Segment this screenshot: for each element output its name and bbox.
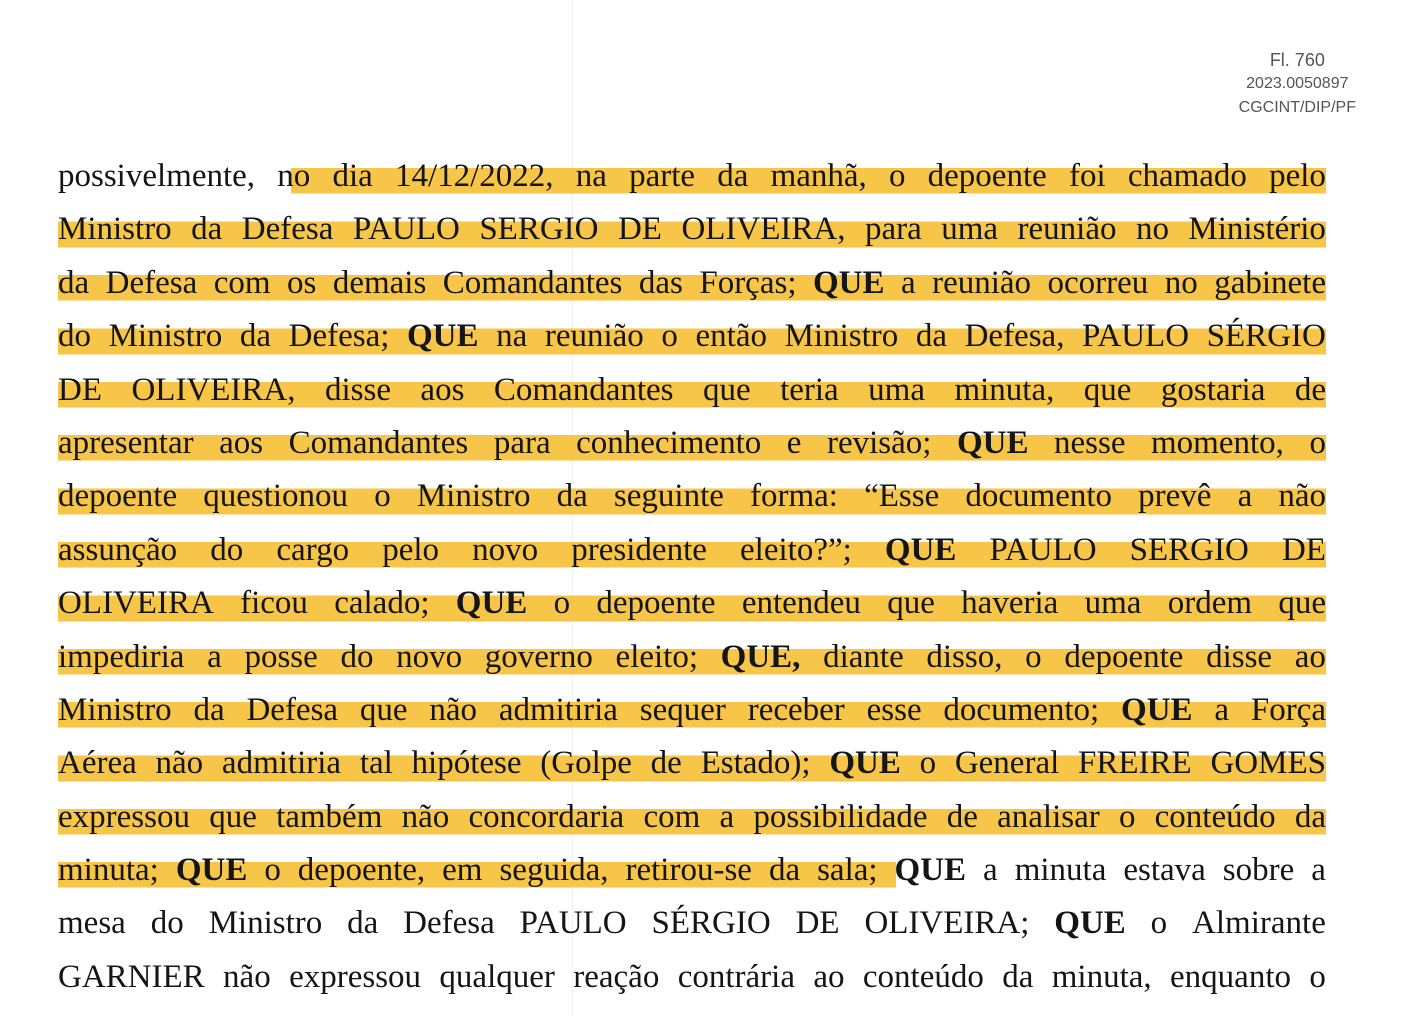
word: seguida, [499, 852, 609, 889]
word: retirou-se [625, 852, 752, 889]
bold-keyword: QUE [829, 745, 901, 782]
word: que [209, 798, 257, 835]
word: da [717, 158, 749, 194]
word: aos [420, 371, 465, 408]
word: gabinete [1214, 264, 1326, 301]
word: para [493, 424, 551, 461]
word: pelo [1269, 158, 1326, 194]
page-stamp [1239, 48, 1356, 120]
word: reação [573, 958, 660, 995]
word: contrária [677, 958, 795, 995]
word: não [1278, 478, 1326, 515]
word: depoente, [297, 852, 426, 889]
word: haveria [961, 585, 1059, 622]
word: que [702, 371, 751, 408]
word: PAULO [989, 531, 1097, 568]
word: da [191, 211, 223, 248]
word: Ministro [416, 478, 531, 515]
word: a [983, 852, 998, 889]
word: não [401, 798, 450, 835]
word: minuta [1014, 852, 1107, 889]
word: OLIVEIRA [58, 585, 214, 622]
word: Ministro [784, 318, 899, 355]
word: (Golpe [540, 745, 632, 782]
word: de [650, 745, 682, 782]
word: OLIVEIRA, [131, 371, 296, 408]
word: DE [617, 211, 662, 248]
word: que [1278, 585, 1326, 622]
word: calado; [334, 585, 430, 622]
word: chamado [1127, 158, 1247, 194]
word: também [276, 798, 383, 835]
text-line [58, 524, 1326, 577]
word: que [359, 691, 408, 728]
word: uma [941, 211, 999, 248]
word: PAULO [519, 905, 627, 942]
word: reunião [932, 264, 1032, 301]
word: dia [332, 158, 373, 194]
word: não [155, 745, 204, 782]
word: admitiria [498, 691, 618, 728]
word: concordaria [468, 798, 625, 835]
word: Forças; [699, 264, 797, 301]
word: admitiria [221, 745, 342, 782]
word: então [695, 318, 767, 355]
word: apresentar [58, 424, 194, 461]
bold-keyword: QUE [407, 318, 479, 355]
word: SERGIO [479, 211, 599, 248]
bold-keyword: QUE [894, 852, 967, 889]
word: na [496, 318, 528, 355]
word: FREIRE [1078, 745, 1192, 782]
word: Defesa [246, 691, 339, 728]
word: sala; [817, 852, 878, 889]
bold-keyword: QUE, [720, 638, 801, 675]
word: da [347, 905, 379, 942]
text-line [58, 257, 1326, 310]
word: presidente [571, 531, 707, 568]
word: mesa [58, 905, 126, 942]
word: Ministro [208, 905, 323, 942]
text-line [58, 897, 1326, 950]
word: tal [359, 745, 393, 782]
word: o [888, 158, 906, 194]
word: uma [868, 371, 925, 408]
word: a [900, 264, 916, 301]
word: revisão; [826, 424, 932, 461]
word: com [643, 798, 701, 835]
word: nesse [1054, 424, 1126, 461]
word: minuta, [1051, 958, 1152, 995]
word: General [954, 745, 1060, 782]
bold-keyword: QUE [956, 424, 1029, 461]
word: depoente [58, 478, 178, 515]
text-line [58, 470, 1326, 523]
text-line [58, 310, 1326, 363]
word: estava [1123, 852, 1206, 889]
text-line [58, 631, 1326, 684]
word: SERGIO [1129, 531, 1249, 568]
word: DE [1281, 531, 1326, 568]
word: Comandantes [442, 264, 623, 301]
text-line [58, 417, 1326, 470]
word: momento, [1151, 424, 1284, 461]
word: cargo [276, 531, 350, 568]
bold-keyword: QUE [884, 531, 957, 568]
word: Defesa [241, 211, 334, 248]
word: Ministro [58, 691, 172, 728]
word: forma: [750, 478, 838, 515]
text-line [58, 203, 1326, 256]
word: GOMES [1210, 745, 1326, 782]
word: da [193, 691, 225, 728]
word: da [768, 852, 801, 889]
word: sequer [639, 691, 726, 728]
word: que [1083, 371, 1132, 408]
word: diante [823, 638, 904, 675]
word: Comandantes [288, 424, 469, 461]
word: o [1309, 958, 1326, 995]
bold-keyword: QUE [1054, 905, 1126, 942]
word: a [207, 638, 222, 675]
word: Defesa [105, 264, 198, 301]
word: SÉRGIO [1206, 318, 1326, 355]
word: da [58, 264, 90, 301]
word: a [1311, 852, 1326, 889]
bold-keyword: QUE [1121, 691, 1193, 728]
word: da [1002, 958, 1034, 995]
word: sobre [1222, 852, 1295, 889]
word: na [575, 158, 607, 194]
cut-off-next-line [58, 1010, 1326, 1016]
word: PAULO [1082, 318, 1190, 355]
word: o [374, 478, 391, 515]
word: demais [332, 264, 427, 301]
word: conteúdo [862, 958, 984, 995]
word: minuta; [58, 852, 159, 889]
word: ao [1294, 638, 1326, 675]
word: posse [244, 638, 318, 675]
word: DE [795, 905, 840, 942]
word: governo [484, 638, 593, 675]
folio-number: Fl. 760 [1269, 50, 1325, 70]
bold-keyword: QUE [455, 585, 528, 622]
word: Ministro [108, 318, 223, 355]
word: a [1214, 691, 1230, 728]
process-number: 2023.0050897 [1246, 75, 1349, 92]
word: Defesa, [964, 318, 1065, 355]
word: no [1135, 211, 1169, 248]
word: com [213, 264, 271, 301]
word: SÉRGIO [651, 905, 771, 942]
word: Defesa [403, 905, 495, 942]
word: a [719, 798, 735, 835]
word: de [946, 798, 978, 835]
word: do [340, 638, 374, 675]
word: eleito; [615, 638, 699, 675]
word: expressou [289, 958, 422, 995]
text-line [58, 577, 1326, 630]
word: foi [1068, 158, 1106, 194]
word: ao [813, 958, 845, 995]
word: possibilidade [753, 798, 928, 835]
word: manhã, [770, 158, 867, 194]
bold-keyword: QUE [175, 852, 248, 889]
word: gostaria [1160, 371, 1266, 408]
word: OLIVEIRA; [864, 905, 1030, 942]
word: receber [747, 691, 845, 728]
word: Força [1250, 691, 1326, 728]
word: possivelmente, [58, 158, 256, 194]
word: o [1309, 424, 1326, 461]
word: novo [396, 638, 463, 675]
word: Defesa; [288, 318, 390, 355]
word: não [429, 691, 478, 728]
text-line [58, 684, 1326, 737]
word: disso, [926, 638, 1003, 675]
word: em [442, 852, 483, 889]
word: disse [324, 371, 391, 408]
word: “Esse [864, 478, 940, 515]
text-line [58, 737, 1326, 790]
word: da [239, 318, 272, 355]
word: DE [58, 371, 102, 408]
word: no [1164, 264, 1198, 301]
text-line [58, 844, 1326, 897]
text-line [58, 150, 1326, 203]
issuing-unit: CGCINT/DIP/PF [1238, 99, 1356, 116]
word: seguinte [613, 478, 724, 515]
word: o [1025, 638, 1042, 675]
word: teria [780, 371, 839, 408]
word: aos [219, 424, 264, 461]
word: do [150, 905, 184, 942]
word: questionou [203, 478, 349, 515]
word: PAULO [352, 211, 460, 248]
word: o [1150, 905, 1168, 942]
word: no [277, 158, 311, 194]
word: hipótese [411, 745, 522, 782]
word: GARNIER [58, 958, 205, 995]
word: Comandantes [493, 371, 674, 408]
bold-keyword: QUE [812, 264, 885, 301]
word: Ministério [1188, 211, 1326, 248]
word: das [638, 264, 683, 301]
word: o [1118, 798, 1136, 835]
text-line [58, 951, 1326, 1004]
word: disse [1206, 638, 1273, 675]
word: do [58, 318, 91, 355]
word: e [786, 424, 802, 461]
word: conhecimento [576, 424, 762, 461]
word: documento [965, 478, 1113, 515]
word: o [919, 745, 937, 782]
word: depoente [1064, 638, 1184, 675]
word: analisar [997, 798, 1100, 835]
word: o [264, 852, 281, 889]
text-line [58, 364, 1326, 417]
word: Ministro [58, 211, 172, 248]
word: novo [472, 531, 539, 568]
word: reunião [1017, 211, 1117, 248]
word: conteúdo [1154, 798, 1276, 835]
testimony-text [58, 150, 1326, 1004]
word: do [210, 531, 244, 568]
word: que [887, 585, 935, 622]
word: para [864, 211, 922, 248]
word: o [553, 585, 571, 622]
word: 14/12/2022, [394, 158, 554, 194]
word: entendeu [741, 585, 861, 622]
word: esse [866, 691, 922, 728]
word: enquanto [1170, 958, 1291, 995]
word: pelo [382, 531, 440, 568]
word: não [223, 958, 271, 995]
word: da [915, 318, 947, 355]
word: prevê [1138, 478, 1212, 515]
word: Almirante [1192, 905, 1326, 942]
word: da [1294, 798, 1326, 835]
word: o [661, 318, 678, 355]
word: Estado); [700, 745, 811, 782]
text-line [58, 791, 1326, 844]
word: ordem [1167, 585, 1253, 622]
word: minuta, [954, 371, 1055, 408]
word: a [1237, 478, 1253, 515]
word: impediria [58, 638, 185, 675]
word: eleito?”; [740, 531, 852, 568]
word: expressou [58, 798, 190, 835]
word: da [556, 478, 588, 515]
word: ficou [240, 585, 308, 622]
word: ocorreu [1047, 264, 1149, 301]
word: reunião [544, 318, 644, 355]
word: parte [629, 158, 696, 194]
word: qualquer [439, 958, 555, 995]
word: uma [1084, 585, 1142, 622]
word: de [1294, 371, 1326, 408]
word: documento; [943, 691, 1100, 728]
word: OLIVEIRA, [681, 211, 846, 248]
word: assunção [58, 531, 178, 568]
word: depoente [927, 158, 1047, 194]
word: Aérea [58, 745, 137, 782]
word: depoente [596, 585, 716, 622]
word: os [287, 264, 317, 301]
